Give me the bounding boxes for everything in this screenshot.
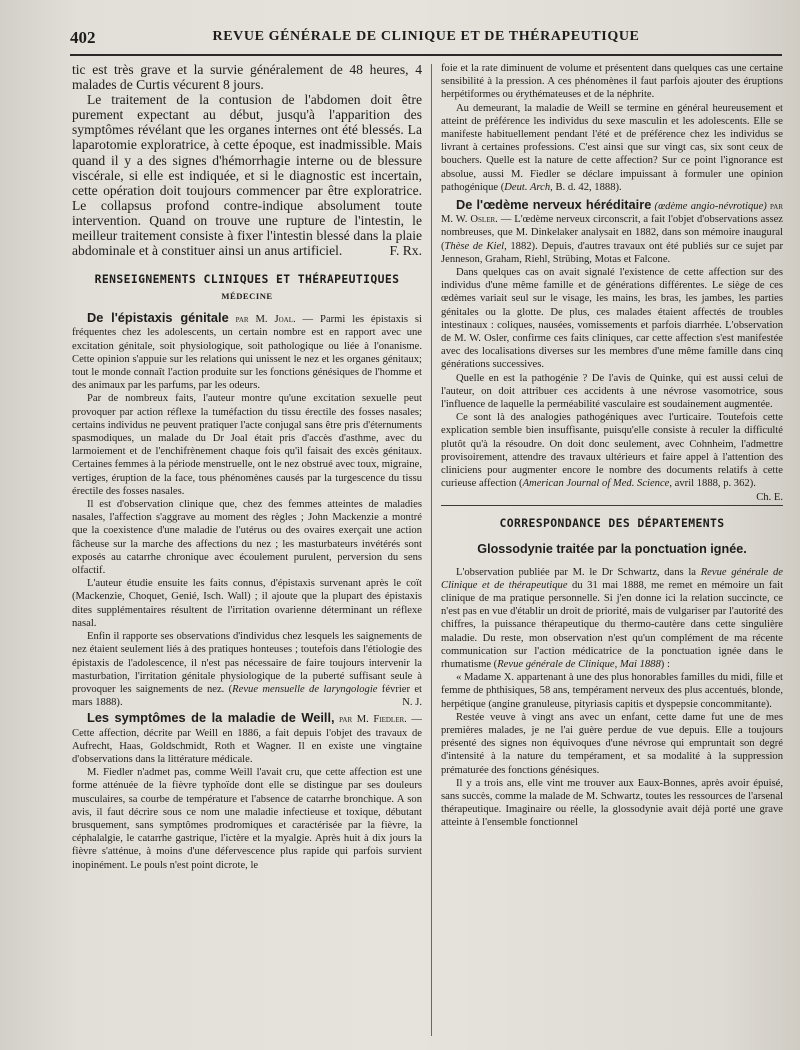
left-column [72, 62, 422, 1042]
paragraph [72, 630, 422, 709]
paragraph: M. Fiedler n'admet pas, comme Weill l'avait cru, que cette affection est une forme atténuée de la fièvre typhoïde dont elle se distingue par ses douleurs musculaires, sa courbe de température et l'absence de catarrhe bronchique. A son avis, il faut décrire sous ce nom une maladie infectieuse et toxique, débutant brusquement, sans symptômes prodromiques et caractérisée par la fièvre, la céphalalgie, le catarrhe gastrique, l'ictère et la myalgie. Après huit à dix jours la fièvre s'atténue, à moins d'une défervescence plus rapide qui parfois survient inopinément. Le pouls n'est point dicrote, le [72, 767, 422, 871]
paragraph-text: L'observation publiée par M. le Dr Schwartz, dans la [456, 566, 701, 578]
author-signature: F. Rx. [389, 243, 422, 259]
paragraph [441, 102, 783, 194]
paragraph: Restée veuve à vingt ans avec un enfant, cette dame fut une de mes premières malades, je ne l'ai guère perdue de vue depuis. Elle a toujours présenté des signes non équivoques d'une névrose qui empruntait son degré d'intensité à la nature du tempérament, et sa modalité à la suppression prématurée des fonctions génésiques. [441, 711, 783, 776]
paragraph [441, 198, 783, 266]
article-byline: par M. Joal. — [235, 314, 314, 326]
citation: Thèse de Kiel [444, 240, 505, 252]
abdomen-article-end [72, 62, 422, 258]
citation: Deut. Arch [504, 181, 551, 193]
paragraph: Dans quelques cas on avait signalé l'existence de cette affection sur des individus d'une même famille et de générations différentes. Le siège de ces œdèmes variait seul sur le visage, les mains, les bras, les jambes, les parties génitales ou la glotte. De plus, ces malades étaient affectés de troubles intestinaux : coliques, nausées, vomissements et parfois diarrhée. L'observation de M. W. Osler, confirme ces faits cliniques, car cette affection s'est manifestée avec des localisations diverses sur les membres d'une même famille dans cinq générations successives. [441, 267, 783, 371]
paragraph: Par de nombreux faits, l'auteur montre qu'une excitation sexuelle peut provoquer par action réflexe la tuméfaction du tissu érectile des fosses nasales; certains individus ne peuvent pratiquer l'acte conjugal sans être pris d'éternuments spasmodiques, un malade du Dr Joal était pris d'accès d'asthme, avec du larmoiement et de l'enchifrènement chaque fois qu'il faisait des excès génitaux. Certaines femmes à la période menstruelle, ont le nez obstrué avec toux, migraine, vertiges, éruption de la face, tous phénomènes causés par la turgescence du tissu érectile des fosses nasales. [72, 393, 422, 497]
article-byline: par M. W. Osler. — [441, 201, 783, 226]
page-number: 402 [70, 28, 96, 47]
paragraph: foie et la rate diminuent de volume et présentent dans quelques cas une certaine sensibilité à la pression. A ces phénomènes il faut parfois ajouter des éruptions herpétiformes ou érythémateuses et de la néphrite. [441, 63, 783, 101]
paragraph-text: , 1882). Depuis, d'autres travaux ont été publiés sur ce sujet par Jenneson, Graham, Riehl, Strübing, Motas et Falcone. [441, 240, 783, 265]
paragraph-text: Le traitement de la contusion de l'abdomen doit être purement expectant au début, jusqu'à l'apparition des symptômes révélant que les organes internes ont été blessés. La laparotomie exploratrice, à cette époque, est inadmissible. Mais quand il y a des signes d'hémorrhagie interne ou de blessure viscérale, si elle est indiquée, et si le diagnostic est incertain, cette opération doit toujours commencer par être exploratrice. Le collapsus profond contre-indique absolument toute intervention. Quand on trouve une rupture de l'intestin, le meilleur traitement consiste à fixer l'intestin blessé dans la plaie abdominale et à constituer ainsi un anus artificiel. [72, 92, 422, 259]
section-subtitle: MÉDECINE [221, 291, 273, 302]
paragraph [441, 411, 783, 503]
paragraph: tic est très grave et la survie généralement de 48 heures, 4 malades de Curtis vécurent 8 jours. [72, 62, 422, 93]
article-title: Glossodynie traitée par la ponctuation ignée. [477, 541, 747, 556]
paragraph-text: Au demeurant, la maladie de Weill se termine en général heureusement et atteint de préférence les individus du sexe masculin et les adolescents. Elle se manifeste habituellement pendant l'été et de préférence chez les individus se livrant à certaines professions. C'est ainsi que sur vingt cas, six sont ceux de bouchers. Quelle est la nature de cette affection? Sur ce point l'ignorance est absolue, aussi M. Fiedler se déclare impuissant à formuler une opinion pathogénique ( [441, 102, 783, 193]
paragraph [441, 566, 783, 672]
paragraph-text: L'œdème nerveux circonscrit, a fait l'objet d'observations assez nombreuses, que M. Dinkelaker analysait en 1882, dans son mémoire inaugural ( [441, 214, 783, 252]
citation: Revue générale de Clinique et de thérapeutique [441, 566, 783, 591]
article-title: Les symptômes de la maladie de Weill, [87, 710, 335, 726]
paragraph: « Madame X. appartenant à une des plus honorables familles du midi, fille et femme de phthisiques, 58 ans, tempérament nerveux des plus accentués, blonde, herpétique (angine granuleuse, pityriasis capitis et dyspepsie concommitante). [441, 672, 783, 710]
article-epistaxis [72, 311, 422, 709]
header-rule [70, 54, 782, 56]
citation: Revue mensuelle de laryngologie [232, 683, 378, 695]
paragraph-text: Parmi les épistaxis si fréquentes chez les adolescents, un certain nombre est en rapport avec une excitation génitale, soit physiologique, soit pathologique ou liée à l'onanisme. Cette opinion s'appuie sur les relations qui unissent le nez et les organes génitaux; tout le monde connaît l'action produite sur les fonctions génésiques de l'homme et des animaux par les parfums, par les odeurs. [72, 314, 422, 392]
right-column [441, 62, 783, 1042]
article-title: De l'épistaxis génitale [87, 310, 229, 326]
author-signature: Ch. E. [756, 491, 783, 503]
section-divider [441, 505, 783, 506]
column-divider [431, 64, 432, 1036]
paragraph-text: Cette affection, décrite par Weill en 1886, a fait depuis l'objet des travaux de Aufrecht, Haas, Goldschmidt, Roth et Wagner. Il en existe une vingtaine d'observations dans la littérature médicale. [72, 727, 422, 765]
paragraph [72, 311, 422, 392]
paragraph: L'auteur étudie ensuite les faits connus, d'épistaxis survenant après le coït (Mackenzie, Choquet, Genié, Isch. Wall) ; il ajoute que la plupart des épistaxis dites supplémentaires résultent de l'irritation ovarienne déterminant un réflexe nasal. [72, 578, 422, 629]
article-oedeme [441, 197, 783, 503]
paragraph-text: ) : [660, 658, 670, 670]
section-title: RENSEIGNEMENTS CLINIQUES ET THÉRAPEUTIQUES [94, 272, 400, 287]
paragraph: Il est d'observation clinique que, chez des femmes atteintes de maladies nasales, l'affection s'aggrave au moment des règles ; John Mackenzie a montré que la coexistence d'une maladie de l'utérus ou des ovaires exerçait une action fâcheuse sur la marche des affections du nez ; les masturbateurs invétérés sont exposés au catarrhe chronique avec écoulement purulent, perversion du sens olfactif. [72, 499, 422, 577]
article-weill [72, 711, 422, 871]
paragraph-text: Enfin il rapporte ses observations d'individus chez lesquels les saignements de nez étaient seulement liés à des pratiques honteuses ; toutefois dans l'étiologie des épistaxis de l'adolescence, il n'est pas nécessaire de faire toujours intervenir la masturbation, l'irritation génitale physiologique de la puberté suffisant seule à provoquer les saignements de nez. ( [72, 631, 422, 695]
article-title-paren: (œdème angio-névrotique) [654, 201, 767, 213]
paragraph-text: , B. d. 42, 1888). [550, 181, 622, 193]
paragraph-text: du 31 mai 1888, me remet en mémoire un fait clinique de ma pratique personnelle. Si j'en donne ici la relation succincte, ce n'est pas en vue d'établir un droit de priorité, mais de vulgariser par l'autorité des chiffres, la puissance thérapeutique du thermo-cautère dans cette singulière maladie. Du reste, mon observation n'est qu'un complément de ma récente communication sur l'action médicatrice de la ponctuation ignée dans le rhumatisme ( [441, 579, 783, 670]
article-title: De l'œdème nerveux héréditaire [456, 197, 652, 213]
paragraph: Quelle en est la pathogénie ? De l'avis de Quinke, qui est aussi celui de l'auteur, on doit attribuer ces accidents à une névrose vasomotrice, sous l'influence de laquelle la perméabilité vasculaire est soudainement augmentée. [441, 372, 783, 411]
article-byline: par M. Fiedler. — [339, 714, 422, 726]
running-head: REVUE GÉNÉRALE DE CLINIQUE ET DE THÉRAPEUTIQUE [212, 29, 640, 44]
article-glossodynie [441, 566, 783, 830]
section-title: CORRESPONDANCE DES DÉPARTEMENTS [499, 515, 725, 530]
paragraph [72, 711, 422, 766]
paragraph-text: , avril 1888, p. 362). [669, 478, 756, 490]
author-signature: N. J. [402, 697, 422, 709]
article-weill-continued [441, 62, 783, 194]
paragraph [72, 92, 422, 258]
page-header [70, 28, 782, 48]
paragraph: Il y a trois ans, elle vint me trouver aux Eaux-Bonnes, après avoir épuisé, sans succès, comme la malade de M. Schwartz, toutes les ressources de l'arsenal thérapeutique. Imaginaire ou réelle, la glossodynie avait déjà porté une grave atteinte à l'ensemble fonctionnel [441, 777, 783, 829]
paragraph-text: février et mars 1888). [72, 683, 422, 709]
citation: American Journal of Med. Science [522, 478, 670, 490]
citation: Revue générale de Clinique, Mai 1888 [497, 658, 661, 670]
paragraph-text: Ce sont là des analogies pathogéniques avec l'urticaire. Toutefois cette explication semble bien insuffisante, puisqu'elle consiste à reculer la difficulté plutôt qu'à la résoudre. On doit donc seulement, avec Cohnheim, l'admettre provisoirement, attendre des travaux ultérieurs et faire appel à l'attention des cliniciens pour augmenter encore le nombre des documents relatifs à cette curieuse affection ( [441, 412, 783, 490]
